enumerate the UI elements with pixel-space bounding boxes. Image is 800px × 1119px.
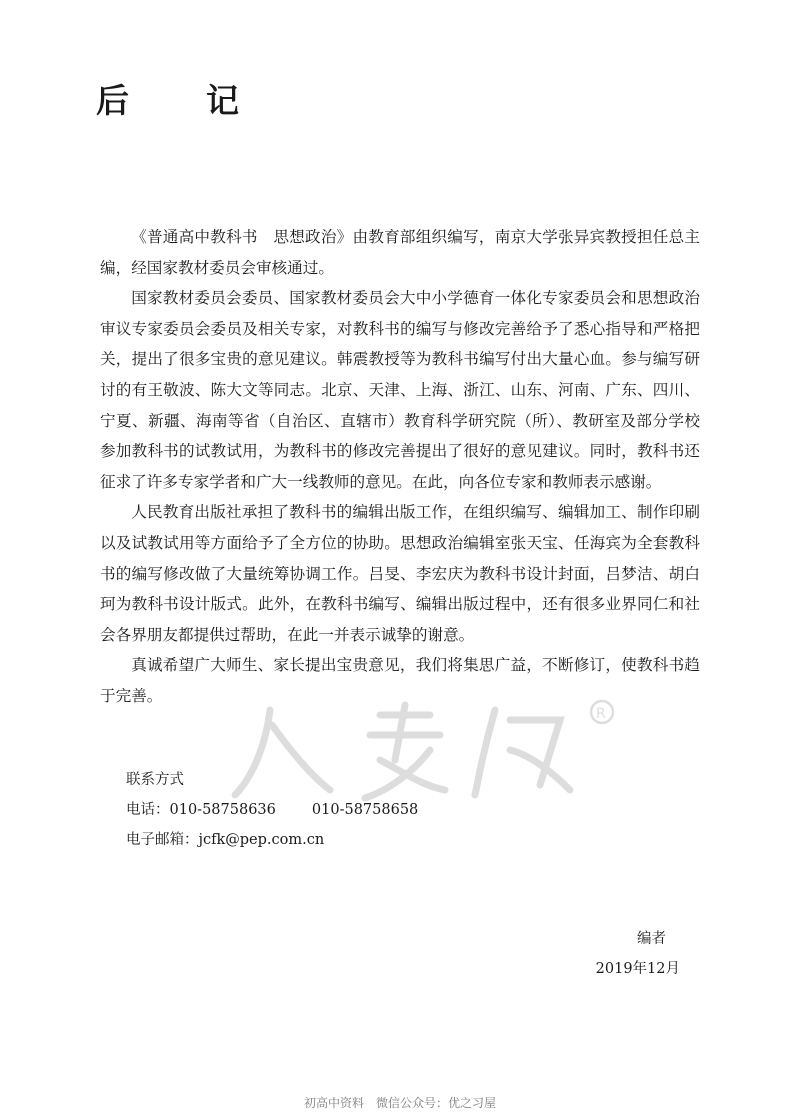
paragraph-3: 人民教育出版社承担了教科书的编辑出版工作，在组织编写、编辑加工、制作印刷以及试教试用等方面给予了全方位的协助。思想政治编辑室张天宝、任海宾为全套教科书的编写修改做了大量统筹协调工作。吕旻、李宏庆为教科书设计封面，吕梦洁、胡白珂为教科书设计版式。此外，在教科书编写、编辑出版过程中，还有很多业界同仁和社会各界朋友都提供过帮助，在此一并表示诚挚的谢意。 [100,503,700,644]
contact-heading: 联系方式 [126,772,184,788]
email-address: jcfk@pep.com.cn [198,832,325,848]
page-title: 后 记 [96,81,261,120]
paragraph-4: 真诚希望广大师生、家长提出宝贵意见，我们将集思广益，不断修订，使教科书趋于完善。 [100,656,700,705]
signature-date: 2019年12月 [595,961,680,977]
svg-text:R: R [596,706,606,722]
signature-block [596,924,680,984]
email-label: 电子邮箱： [126,832,199,848]
phone-label: 电话： [126,802,170,818]
phone-number-1: 010-58758636 [169,802,276,818]
page-footer: 初高中资料 微信公众号：优之习屋 [303,1096,496,1110]
contact-info [126,765,418,855]
signature-editor: 编者 [637,931,666,947]
phone-number-2: 010-58758658 [311,802,419,818]
email-row [126,825,418,855]
paragraph-1: 《普通高中教科书 思想政治》由教育部组织编写，南京大学张异宾教授担任总主编，经国家教材委员会审核通过。 [100,228,700,277]
phone-row [126,795,418,825]
paragraph-2: 国家教材委员会委员、国家教材委员会大中小学德育一体化专家委员会和思想政治审议专家委员会委员及相关专家，对教科书的编写与修改完善给予了悉心指导和严格把关，提出了很多宝贵的意见建议。韩震教授等为教科书编写付出大量心血。参与编写研讨的有王敬波、陈大文等同志。北京、天津、上海、浙江、山东、河南、广东、四川、宁夏、新疆、海南等省（自治区、直辖市）教育科学研究院（所）、教研室及部分学校参加教科书的试教试用，为教科书的修改完善提出了很好的意见建议。同时，教科书还征求了许多专家学者和广大一线教师的意见。在此，向各位专家和教师表示感谢。 [100,289,700,491]
body-text [100,222,700,712]
